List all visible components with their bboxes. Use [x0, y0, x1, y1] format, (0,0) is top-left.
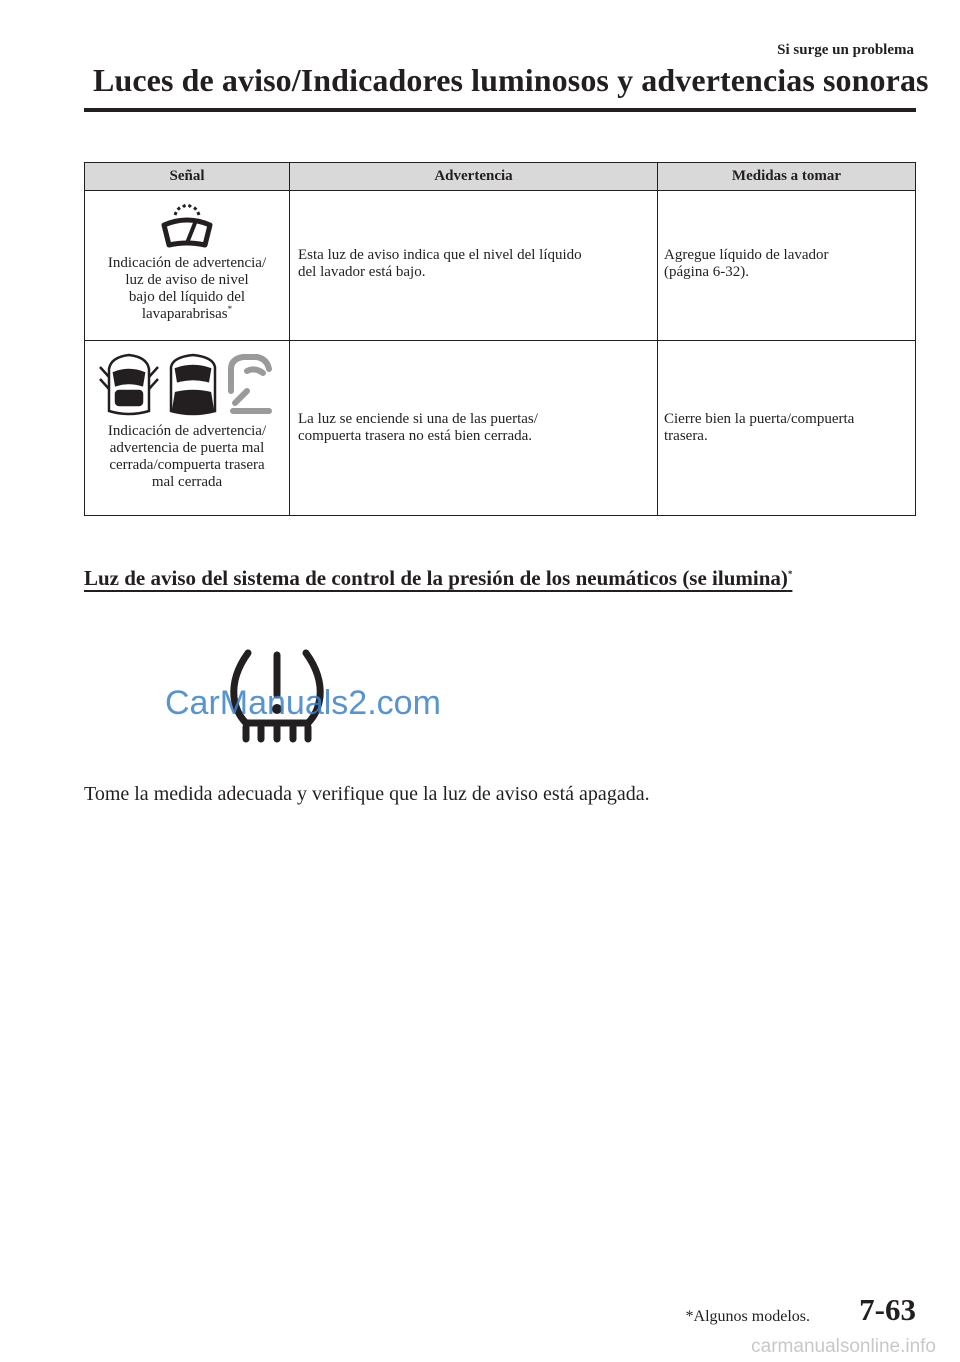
- section-label: Si surge un problema: [777, 42, 914, 58]
- watermark: CarManuals2.com: [165, 684, 441, 722]
- signal-label: mal cerrada: [151, 474, 223, 490]
- warning-text: del lavador está bajo.: [298, 264, 426, 280]
- signal-label: Indicación de advertencia/: [107, 423, 267, 439]
- signal-label: lavaparabrisas: [141, 306, 228, 322]
- action-cell: [658, 191, 916, 341]
- action-text: Cierre bien la puerta/compuerta: [664, 411, 855, 427]
- footnote-mark: *: [227, 304, 233, 314]
- column-header-action: Medidas a tomar: [658, 163, 916, 191]
- section-heading: [84, 566, 792, 591]
- action-text: (página 6-32).: [664, 264, 749, 280]
- table-row: [85, 191, 916, 341]
- page-title: Luces de aviso/Indicadores luminosos y advertencias sonoras: [93, 62, 929, 98]
- windshield-washer-icon: [159, 201, 215, 251]
- warning-text: Esta luz de aviso indica que el nivel del líquido: [298, 247, 582, 263]
- footnote-mark: *: [787, 569, 793, 579]
- footnote: *Algunos modelos.: [685, 1308, 810, 1325]
- column-header-signal: Señal: [85, 163, 290, 191]
- signal-cell: [85, 191, 290, 341]
- signal-label: cerrada/compuerta trasera: [109, 457, 265, 473]
- site-footer: carmanualsonline.info: [751, 1336, 936, 1357]
- signal-label: Indicación de advertencia/: [107, 255, 267, 271]
- signal-label: advertencia de puerta mal: [109, 440, 265, 456]
- signal-label-last: [89, 306, 285, 323]
- door-ajar-icon: [97, 351, 277, 419]
- warning-cell: [290, 191, 658, 341]
- column-header-warning: Advertencia: [290, 163, 658, 191]
- warning-table: [84, 162, 916, 516]
- action-text: trasera.: [664, 428, 708, 444]
- action-text: Agregue líquido de lavador: [664, 247, 829, 263]
- warning-text: compuerta trasera no está bien cerrada.: [298, 428, 533, 444]
- warning-cell: [290, 341, 658, 516]
- page-number: 7-63: [859, 1292, 916, 1327]
- signal-cell: [85, 341, 290, 516]
- section-heading-text: Luz de aviso del sistema de control de la presión de los neumáticos (se ilumina): [84, 566, 788, 590]
- table-row: [85, 341, 916, 516]
- table-header-row: [85, 163, 916, 191]
- signal-label: bajo del líquido del: [128, 289, 246, 305]
- warning-text: La luz se enciende si una de las puertas/: [298, 411, 538, 427]
- action-cell: [658, 341, 916, 516]
- body-text: Tome la medida adecuada y verifique que la luz de aviso está apagada.: [84, 783, 650, 805]
- header-rule: [84, 108, 916, 112]
- signal-label: luz de aviso de nivel: [125, 272, 249, 288]
